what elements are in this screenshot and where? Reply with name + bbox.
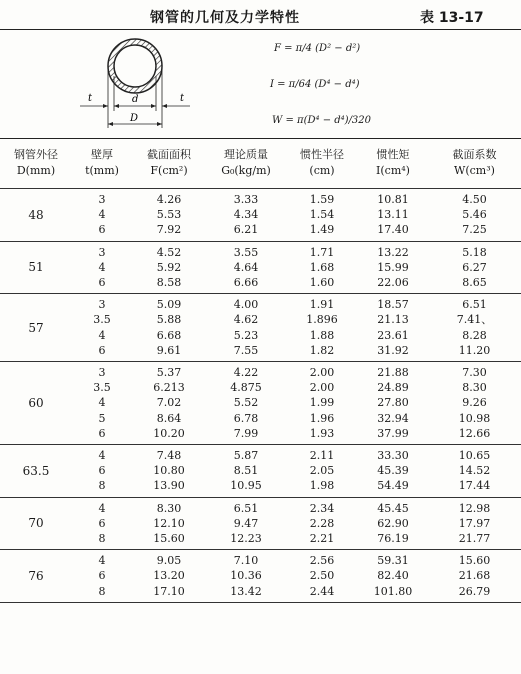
table-value: 14.52 [458, 464, 491, 478]
table-value: 21.77 [458, 532, 491, 546]
table-value: 6.21 [233, 223, 259, 237]
col-theoretical-mass-header-line: G₀(kg/m) [221, 164, 271, 177]
table-value: 7.25 [462, 223, 487, 237]
table-value: 18.57 [377, 298, 409, 312]
table-value: 4.00 [233, 298, 259, 312]
table-value: 4.50 [462, 193, 487, 206]
outer-diameter-cell: 51 [0, 241, 72, 294]
table-value: 3.33 [233, 193, 259, 206]
col-wall-thickness-cell [72, 497, 132, 550]
col-radius-of-gyration-header-line: 惯性半径 [300, 148, 344, 161]
table-value: 8.64 [156, 411, 182, 425]
dim-t-right: t [180, 93, 185, 104]
table-value: 45.39 [377, 464, 409, 478]
table-value: 5.53 [156, 208, 182, 222]
col-theoretical-mass-cell [206, 550, 286, 603]
col-moment-of-inertia-cell [358, 189, 428, 242]
col-theoretical-mass-cell [206, 241, 286, 294]
pipe-cross-section-diagram [60, 36, 240, 136]
table-value: 4.62 [233, 313, 259, 327]
col-moment-of-inertia-cell [358, 241, 428, 294]
table-value: 5.92 [156, 260, 182, 274]
col-radius-of-gyration-cell [286, 189, 358, 242]
col-section-area-cell [132, 497, 206, 550]
table-value: 2.28 [309, 516, 335, 530]
col-wall-thickness-cell [72, 294, 132, 362]
table-value: 24.89 [377, 381, 409, 395]
table-value: 3 [98, 245, 106, 259]
table-value: 4.22 [233, 366, 259, 380]
col-radius-of-gyration-cell [286, 294, 358, 362]
table-value: 23.61 [377, 328, 409, 342]
table-value: 4 [98, 501, 106, 515]
table-value: 8 [98, 584, 106, 598]
col-section-modulus-header-line: 截面系数 [452, 148, 497, 161]
table-value: 1.59 [309, 193, 335, 206]
table-value: 1.88 [309, 328, 335, 342]
table-value: 8 [98, 479, 106, 493]
table-value: 4 [98, 554, 106, 568]
dim-d-label: d [132, 94, 139, 105]
table-value: 101.80 [373, 584, 413, 598]
table-value: 1.896 [306, 313, 338, 327]
table-value: 13.42 [230, 584, 262, 598]
col-wall-thickness-header [72, 138, 132, 189]
table-value: 2.00 [309, 366, 335, 380]
table-value: 6.51 [233, 501, 259, 515]
col-section-modulus-cell [428, 497, 521, 550]
table-value: 4 [98, 208, 106, 222]
table-value: 2.11 [309, 449, 335, 463]
table-value: 4.26 [156, 193, 182, 206]
table-value: 5.09 [156, 298, 182, 312]
col-section-modulus-cell [428, 550, 521, 603]
table-value: 4 [98, 260, 106, 274]
col-section-area-cell [132, 445, 206, 498]
table-value: 2.21 [309, 532, 335, 546]
table-value: 13.22 [377, 245, 409, 259]
table-value: 1.68 [309, 260, 335, 274]
table-value: 8.58 [156, 276, 182, 290]
table-value: 76.19 [377, 532, 409, 546]
formula-section-modulus: W = π(D⁴ − d⁴)/320 [272, 115, 372, 126]
table-row-group [0, 189, 521, 242]
table-value: 2.00 [309, 381, 335, 395]
table-value: 6.51 [462, 298, 487, 312]
table-value: 17.97 [458, 516, 491, 530]
table-value: 4.64 [233, 260, 259, 274]
table-value: 82.40 [377, 569, 409, 583]
dim-D-label: D [130, 113, 139, 124]
table-value: 7.92 [156, 223, 182, 237]
col-moment-of-inertia-cell [358, 497, 428, 550]
table-value: 2.34 [309, 501, 335, 515]
table-row-group [0, 241, 521, 294]
table-value: 8.65 [462, 276, 487, 290]
table-row-group [0, 497, 521, 550]
col-section-area-header-line: 截面面积 [147, 148, 191, 161]
table-value: 10.36 [230, 569, 262, 583]
col-wall-thickness-cell [72, 241, 132, 294]
col-theoretical-mass-cell [206, 189, 286, 242]
col-theoretical-mass-header [206, 138, 286, 189]
table-value: 62.90 [377, 516, 409, 530]
outer-diameter-cell: 57 [0, 294, 72, 362]
table-value: 11.20 [458, 343, 491, 357]
table-value: 15.60 [153, 532, 185, 546]
table-value: 5.23 [233, 328, 259, 342]
col-outer-diameter-header-line: D(mm) [16, 164, 56, 177]
col-wall-thickness-header-line: t(mm) [85, 164, 119, 177]
table-value: 9.61 [156, 343, 182, 357]
table-value: 3.5 [93, 381, 111, 395]
table-value: 1.93 [309, 426, 335, 440]
table-value: 6 [98, 426, 106, 440]
col-theoretical-mass-cell [206, 294, 286, 362]
table-value: 4 [98, 396, 106, 410]
col-radius-of-gyration-header [286, 138, 358, 189]
pipe-properties-table [0, 138, 521, 603]
table-value: 2.56 [309, 554, 335, 568]
table-value: 6 [98, 276, 106, 290]
table-value: 21.88 [377, 366, 409, 380]
table-value: 37.99 [377, 426, 409, 440]
table-value: 1.99 [309, 396, 335, 410]
table-value: 22.06 [377, 276, 409, 290]
col-wall-thickness-cell [72, 445, 132, 498]
table-value: 6.66 [233, 276, 259, 290]
table-value: 6.68 [156, 328, 182, 342]
col-radius-of-gyration-header-line: (cm) [309, 164, 335, 177]
table-value: 31.92 [377, 343, 409, 357]
table-value: 6.78 [233, 411, 259, 425]
table-value: 1.98 [309, 479, 335, 493]
table-value: 59.31 [377, 554, 409, 568]
table-value: 12.66 [458, 426, 491, 440]
col-moment-of-inertia-cell [358, 362, 428, 445]
outer-diameter-cell: 76 [0, 550, 72, 603]
table-value: 7.02 [156, 396, 182, 410]
table-value: 5.37 [156, 366, 182, 380]
table-value: 3.5 [93, 313, 111, 327]
outer-diameter-cell: 60 [0, 362, 72, 445]
table-value: 6 [98, 223, 106, 237]
col-section-modulus-cell [428, 445, 521, 498]
outer-diameter-cell: 48 [0, 189, 72, 242]
table-body [0, 189, 521, 603]
table-value: 10.80 [153, 464, 185, 478]
table-value: 7.99 [233, 426, 259, 440]
table-value: 45.45 [377, 501, 409, 515]
table-value: 6 [98, 464, 106, 478]
col-section-area-header [132, 138, 206, 189]
table-value: 1.82 [309, 343, 335, 357]
table-value: 8.30 [462, 381, 487, 395]
table-value: 10.98 [458, 411, 491, 425]
table-value: 5.87 [233, 449, 259, 463]
table-row-group [0, 550, 521, 603]
table-value: 33.30 [377, 449, 409, 463]
table-value: 7.10 [233, 554, 259, 568]
table-row-group [0, 362, 521, 445]
dim-t-left: t [88, 93, 93, 104]
col-moment-of-inertia-header [358, 138, 428, 189]
table-value: 1.49 [309, 223, 335, 237]
col-radius-of-gyration-cell [286, 362, 358, 445]
table-value: 15.60 [458, 554, 491, 568]
table-value: 8 [98, 532, 106, 546]
table-value: 32.94 [377, 411, 409, 425]
col-radius-of-gyration-cell [286, 241, 358, 294]
table-value: 54.49 [377, 479, 409, 493]
table-value: 3 [98, 298, 106, 312]
table-value: 5.52 [233, 396, 259, 410]
table-value: 4.52 [156, 245, 182, 259]
table-value: 27.80 [377, 396, 409, 410]
col-section-modulus-header-line: W(cm³) [454, 164, 495, 177]
col-section-area-cell [132, 189, 206, 242]
col-moment-of-inertia-cell [358, 445, 428, 498]
table-value: 10.95 [230, 479, 262, 493]
table-value: 12.98 [458, 501, 491, 515]
col-radius-of-gyration-cell [286, 497, 358, 550]
col-outer-diameter-header [0, 138, 72, 189]
table-value: 6 [98, 569, 106, 583]
table-value: 17.40 [377, 223, 409, 237]
table-value: 5.88 [156, 313, 182, 327]
table-value: 1.60 [309, 276, 335, 290]
table-value: 9.26 [462, 396, 487, 410]
col-moment-of-inertia-cell [358, 550, 428, 603]
col-moment-of-inertia-cell [358, 294, 428, 362]
table-value: 1.96 [309, 411, 335, 425]
col-theoretical-mass-cell [206, 362, 286, 445]
table-value: 3.55 [233, 245, 259, 259]
table-value: 2.05 [309, 464, 335, 478]
table-value: 3 [98, 193, 106, 206]
col-section-area-cell [132, 362, 206, 445]
table-value: 8.51 [233, 464, 259, 478]
col-radius-of-gyration-cell [286, 445, 358, 498]
table-value: 1.71 [309, 245, 335, 259]
col-moment-of-inertia-header-line: 惯性矩 [376, 148, 410, 161]
pipe-bore [114, 45, 156, 87]
table-value: 3 [98, 366, 106, 380]
table-value: 6.213 [153, 381, 185, 395]
table-value: 10.81 [377, 193, 409, 206]
col-wall-thickness-cell [72, 550, 132, 603]
table-value: 13.11 [377, 208, 409, 222]
table-value: 7.30 [462, 366, 487, 380]
outer-diameter-cell: 63.5 [0, 445, 72, 498]
table-value: 10.65 [458, 449, 491, 463]
col-theoretical-mass-header-line: 理论质量 [224, 148, 268, 161]
col-theoretical-mass-cell [206, 445, 286, 498]
col-wall-thickness-header-line: 壁厚 [91, 148, 113, 161]
table-value: 17.10 [153, 584, 185, 598]
col-wall-thickness-cell [72, 362, 132, 445]
pipe-figure [0, 29, 521, 139]
table-value: 6 [98, 343, 106, 357]
table-value: 21.13 [377, 313, 409, 327]
col-section-area-cell [132, 550, 206, 603]
col-section-modulus-cell [428, 189, 521, 242]
col-moment-of-inertia-header-line: I(cm⁴) [376, 164, 410, 177]
table-value: 7.55 [233, 343, 259, 357]
table-value: 13.90 [153, 479, 185, 493]
col-section-modulus-cell [428, 362, 521, 445]
table-value: 8.30 [156, 501, 182, 515]
col-outer-diameter-header-line: 钢管外径 [14, 148, 58, 161]
outer-diameter-cell: 70 [0, 497, 72, 550]
table-value: 26.79 [458, 584, 491, 598]
table-value: 4.34 [233, 208, 259, 222]
col-section-modulus-header [428, 138, 521, 189]
table-value: 7.41、 [456, 313, 493, 327]
table-value: 2.44 [309, 584, 335, 598]
table-value: 21.68 [458, 569, 491, 583]
table-value: 12.10 [153, 516, 185, 530]
table-value: 4 [98, 328, 106, 342]
table-value: 13.20 [153, 569, 185, 583]
col-wall-thickness-cell [72, 189, 132, 242]
col-section-area-cell [132, 241, 206, 294]
table-row-group [0, 445, 521, 498]
table-value: 5.18 [462, 245, 487, 259]
table-value: 6.27 [462, 260, 487, 274]
table-value: 5.46 [462, 208, 487, 222]
table-value: 8.28 [462, 328, 487, 342]
table-number: 表 13-17 [420, 10, 484, 26]
table-value: 9.05 [156, 554, 182, 568]
table-value: 1.54 [309, 208, 335, 222]
col-section-modulus-cell [428, 241, 521, 294]
col-theoretical-mass-cell [206, 497, 286, 550]
table-header-row [0, 138, 521, 189]
formula-area: F = π/4 (D² − d²) [274, 43, 361, 54]
table-value: 4 [98, 449, 106, 463]
table-value: 17.44 [458, 479, 491, 493]
table-value: 15.99 [377, 260, 409, 274]
col-radius-of-gyration-cell [286, 550, 358, 603]
col-section-modulus-cell [428, 294, 521, 362]
table-value: 1.91 [309, 298, 335, 312]
table-value: 5 [98, 411, 106, 425]
table-value: 2.50 [309, 569, 335, 583]
page-title: 钢管的几何及力学特性 [150, 10, 300, 26]
table-value: 6 [98, 516, 106, 530]
table-value: 10.20 [153, 426, 185, 440]
table-value: 7.48 [156, 449, 182, 463]
col-section-area-header-line: F(cm²) [150, 164, 188, 177]
table-row-group [0, 294, 521, 362]
table-value: 12.23 [230, 532, 262, 546]
table-value: 9.47 [233, 516, 259, 530]
col-section-area-cell [132, 294, 206, 362]
table-value: 4.875 [230, 381, 262, 395]
formula-inertia: I = π/64 (D⁴ − d⁴) [270, 79, 360, 90]
